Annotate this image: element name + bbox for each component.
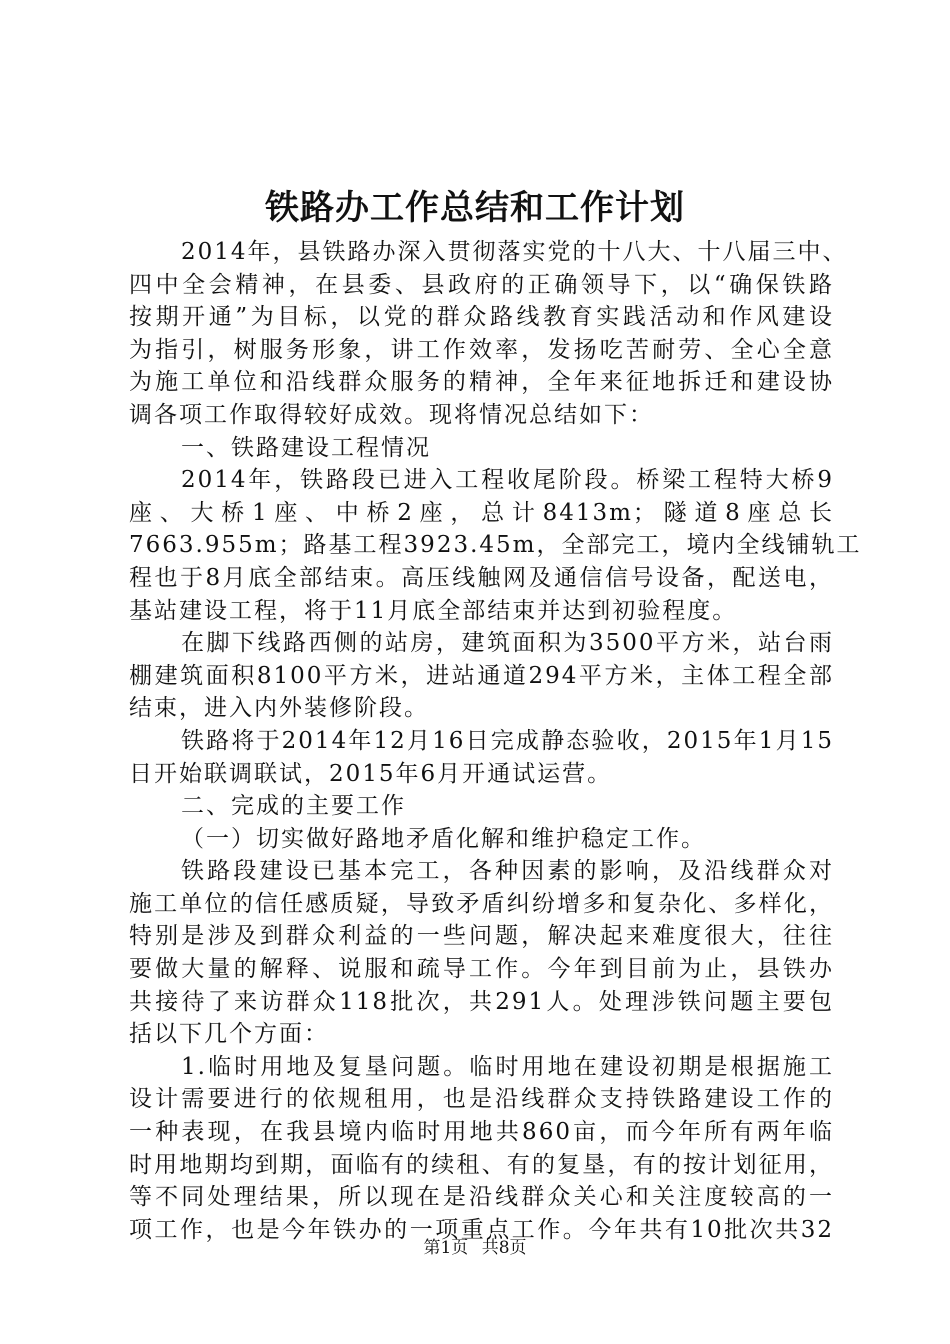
body-line: 铁路段建设已基本完工，各种因素的影响，及沿线群众对 bbox=[181, 858, 834, 885]
body-line: 括以下几个方面： bbox=[129, 1021, 329, 1048]
body-line: 共接待了来访群众118批次，共291人。处理涉铁问题主要包 bbox=[129, 988, 834, 1015]
body-line: 四中全会精神，在县委、县政府的正确领导下，以“确保铁路 bbox=[129, 271, 834, 298]
body-line: 施工单位的信任感质疑，导致矛盾纠纷增多和复杂化、多样化， bbox=[129, 890, 834, 917]
body-line: 结束，进入内外装修阶段。 bbox=[129, 695, 429, 722]
body-line: 为施工单位和沿线群众服务的精神，全年来征地拆迁和建设协 bbox=[129, 369, 834, 396]
page-total: 共8页 bbox=[481, 1238, 527, 1258]
document-title: 铁路办工作总结和工作计划 bbox=[265, 188, 685, 228]
body-line: 项工作，也是今年铁办的一项重点工作。今年共有10批次共32 bbox=[129, 1216, 834, 1243]
body-line: 日开始联调联试，2015年6月开通试运营。 bbox=[129, 760, 613, 787]
body-line: 等不同处理结果，所以现在是沿线群众关心和关注度较高的一 bbox=[129, 1184, 834, 1211]
body-line: 在脚下线路西侧的站房，建筑面积为3500平方米，站台雨 bbox=[181, 630, 834, 657]
body-line: 为指引，树服务形象，讲工作效率，发扬吃苦耐劳、全心全意 bbox=[129, 336, 834, 363]
body-line: 按期开通”为目标，以党的群众路线教育实践活动和作风建设 bbox=[129, 304, 834, 331]
body-line: 一种表现，在我县境内临时用地共860亩，而今年所有两年临 bbox=[129, 1119, 834, 1146]
subsection-heading: （一）切实做好路地矛盾化解和维护稳定工作。 bbox=[181, 825, 706, 852]
body-line: 基站建设工程，将于11月底全部结束并达到初验程度。 bbox=[129, 597, 738, 624]
body-line: 1.临时用地及复垦问题。临时用地在建设初期是根据施工 bbox=[181, 1053, 834, 1080]
body-line: 调各项工作取得较好成效。现将情况总结如下： bbox=[129, 401, 654, 428]
body-line: 要做大量的解释、说服和疏导工作。今年到目前为止，县铁办 bbox=[129, 956, 834, 983]
body-line: 2014年，县铁路办深入贯彻落实党的十八大、十八届三中、 bbox=[181, 239, 848, 265]
body-line: 时用地期均到期，面临有的续租、有的复垦，有的按计划征用， bbox=[129, 1151, 834, 1178]
body-line: 7663.955m；路基工程3923.45m，全部完工，境内全线铺轨工 bbox=[129, 532, 862, 559]
page-number: 第1页 bbox=[423, 1238, 469, 1258]
body-line: 设计需要进行的依规租用，也是沿线群众支持铁路建设工作的 bbox=[129, 1086, 834, 1113]
section-heading: 一、铁路建设工程情况 bbox=[181, 434, 431, 461]
page-footer bbox=[0, 1236, 950, 1260]
body-line: 程也于8月底全部结束。高压线触网及通信信号设备，配送电， bbox=[129, 564, 834, 591]
body-line: 特别是涉及到群众利益的一些问题，解决起来难度很大，往往 bbox=[129, 923, 834, 950]
body-line: 2014年，铁路段已进入工程收尾阶段。桥梁工程特大桥9 bbox=[181, 467, 834, 494]
document-body bbox=[129, 236, 862, 1246]
body-line: 棚建筑面积8100平方米，进站通道294平方米，主体工程全部 bbox=[129, 662, 834, 689]
section-heading: 二、完成的主要工作 bbox=[181, 793, 406, 820]
body-line: 座、大桥1座、中桥2座，总计8413m；隧道8座总长 bbox=[129, 499, 834, 526]
body-line: 铁路将于2014年12月16日完成静态验收，2015年1月15 bbox=[181, 727, 834, 754]
